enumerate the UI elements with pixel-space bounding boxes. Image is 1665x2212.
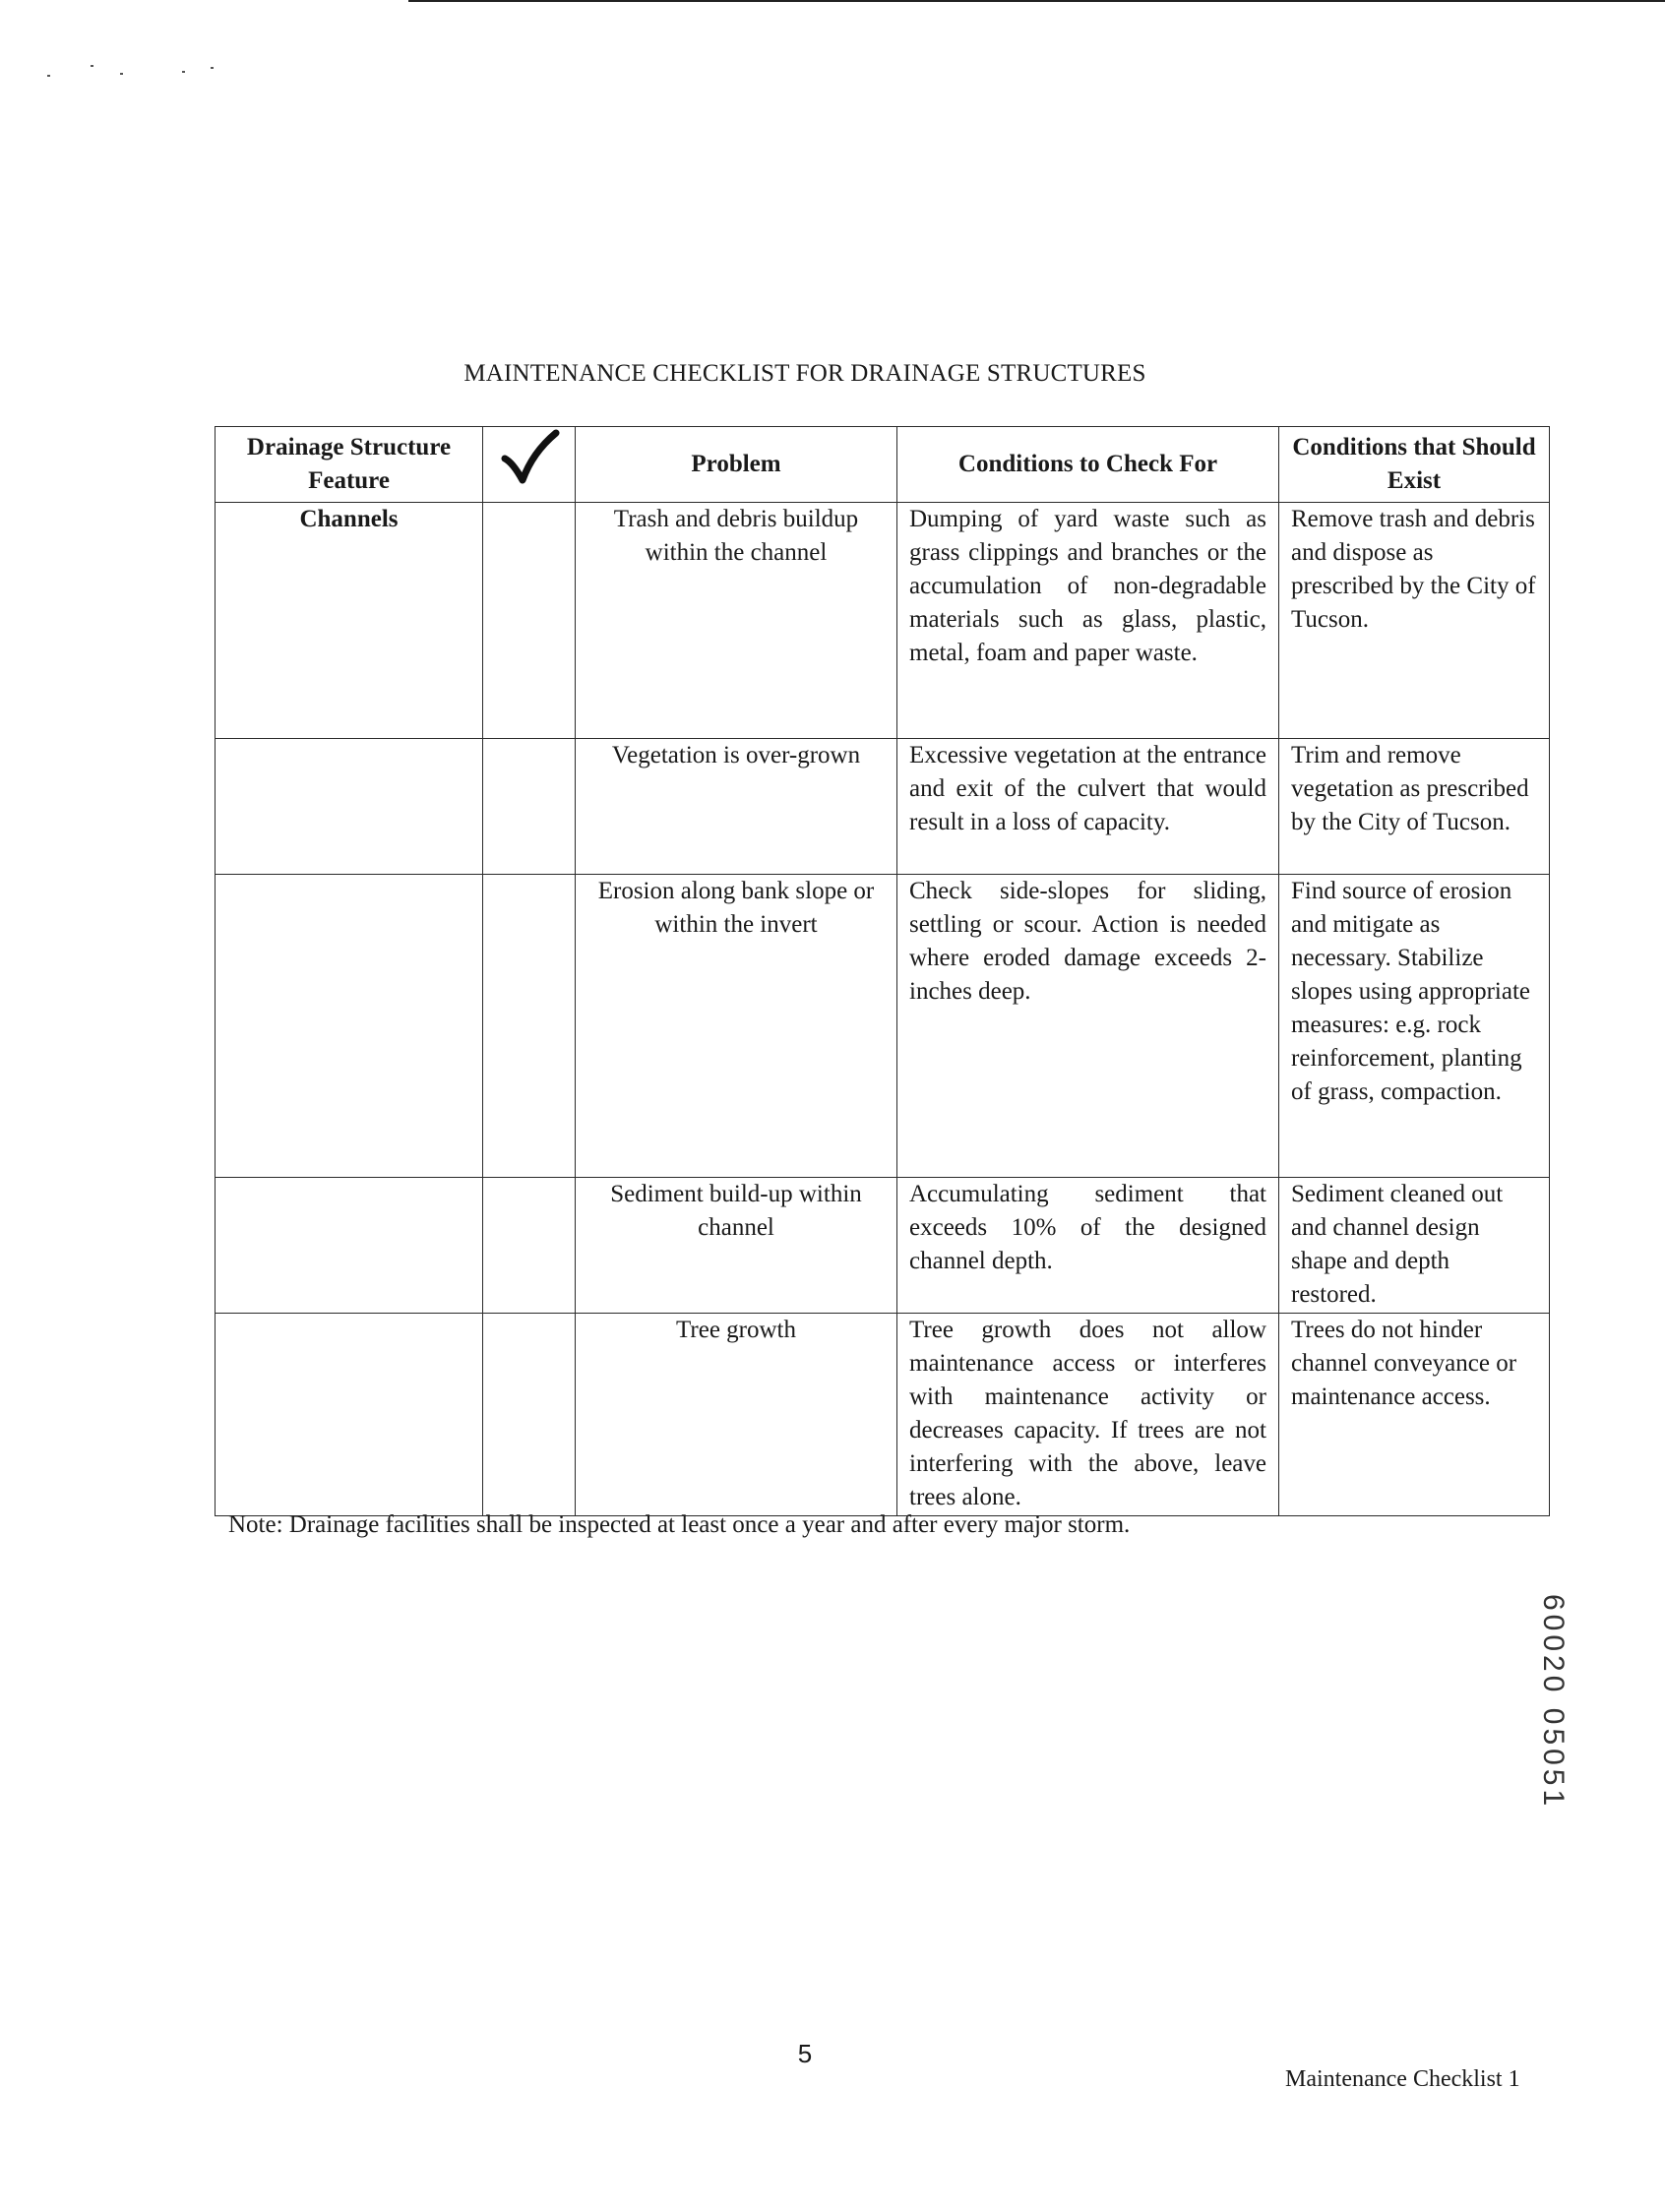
feature-cell: Channels (216, 503, 483, 739)
scan-speck (91, 65, 93, 67)
top-rule (408, 0, 1665, 2)
scan-speck (211, 67, 214, 69)
problem-cell: Vegetation is over-grown (576, 739, 897, 875)
scan-speck (182, 71, 185, 73)
table-row (216, 1178, 1550, 1314)
maintenance-checklist-table (215, 426, 1550, 1516)
scan-speck (47, 75, 50, 77)
table-row (216, 875, 1550, 1178)
scan-speck (120, 73, 123, 75)
table-header-row (216, 427, 1550, 503)
header-problem: Problem (576, 427, 897, 503)
header-feature: Drainage Structure Feature (216, 427, 483, 503)
conditions-cell: Tree growth does not allow maintenance access or interferes with maintenance activity or decreases capacity. If trees are not interfering with the above, leave trees alone. (897, 1314, 1279, 1516)
side-stamp: 60020 05051 (1537, 1594, 1570, 1811)
problem-cell: Sediment build-up within channel (576, 1178, 897, 1314)
should-exist-cell: Remove trash and debris and dispose as prescribed by the City of Tucson. (1279, 503, 1550, 739)
feature-cell (216, 1314, 483, 1516)
header-should-exist: Conditions that Should Exist (1279, 427, 1550, 503)
footer-label: Maintenance Checklist 1 (1285, 2066, 1520, 2092)
should-exist-cell: Trim and remove vegetation as prescribed by the City of Tucson. (1279, 739, 1550, 875)
checkmark-icon (499, 429, 560, 490)
feature-cell (216, 1178, 483, 1314)
conditions-cell: Accumulating sediment that exceeds 10% of the designed channel depth. (897, 1178, 1279, 1314)
check-cell[interactable] (483, 739, 576, 875)
document-title: MAINTENANCE CHECKLIST FOR DRAINAGE STRUCTURES (463, 360, 1146, 387)
conditions-cell: Check side-slopes for sliding, settling or scour. Action is needed where eroded damage exceeds 2-inches deep. (897, 875, 1279, 1178)
check-cell[interactable] (483, 875, 576, 1178)
conditions-cell: Dumping of yard waste such as grass clippings and branches or the accumulation of non-degradable materials such as glass, plastic, metal, foam and paper waste. (897, 503, 1279, 739)
problem-cell: Trash and debris buildup within the channel (576, 503, 897, 739)
header-conditions: Conditions to Check For (897, 427, 1279, 503)
should-exist-cell: Trees do not hinder channel conveyance or maintenance access. (1279, 1314, 1550, 1516)
table-row (216, 739, 1550, 875)
table-row (216, 503, 1550, 739)
problem-cell: Tree growth (576, 1314, 897, 1516)
page-number: 5 (797, 2039, 813, 2068)
problem-cell: Erosion along bank slope or within the invert (576, 875, 897, 1178)
feature-cell (216, 739, 483, 875)
header-check (483, 427, 576, 503)
should-exist-cell: Sediment cleaned out and channel design shape and depth restored. (1279, 1178, 1550, 1314)
check-cell[interactable] (483, 1178, 576, 1314)
feature-cell (216, 875, 483, 1178)
check-cell[interactable] (483, 503, 576, 739)
table-row (216, 1314, 1550, 1516)
check-cell[interactable] (483, 1314, 576, 1516)
conditions-cell: Excessive vegetation at the entrance and exit of the culvert that would result in a loss of capacity. (897, 739, 1279, 875)
should-exist-cell: Find source of erosion and mitigate as necessary. Stabilize slopes using appropriate measures: e.g. rock reinforcement, planting of grass, compaction. (1279, 875, 1550, 1178)
inspection-note: Note: Drainage facilities shall be inspected at least once a year and after every major storm. (228, 1511, 1131, 1538)
